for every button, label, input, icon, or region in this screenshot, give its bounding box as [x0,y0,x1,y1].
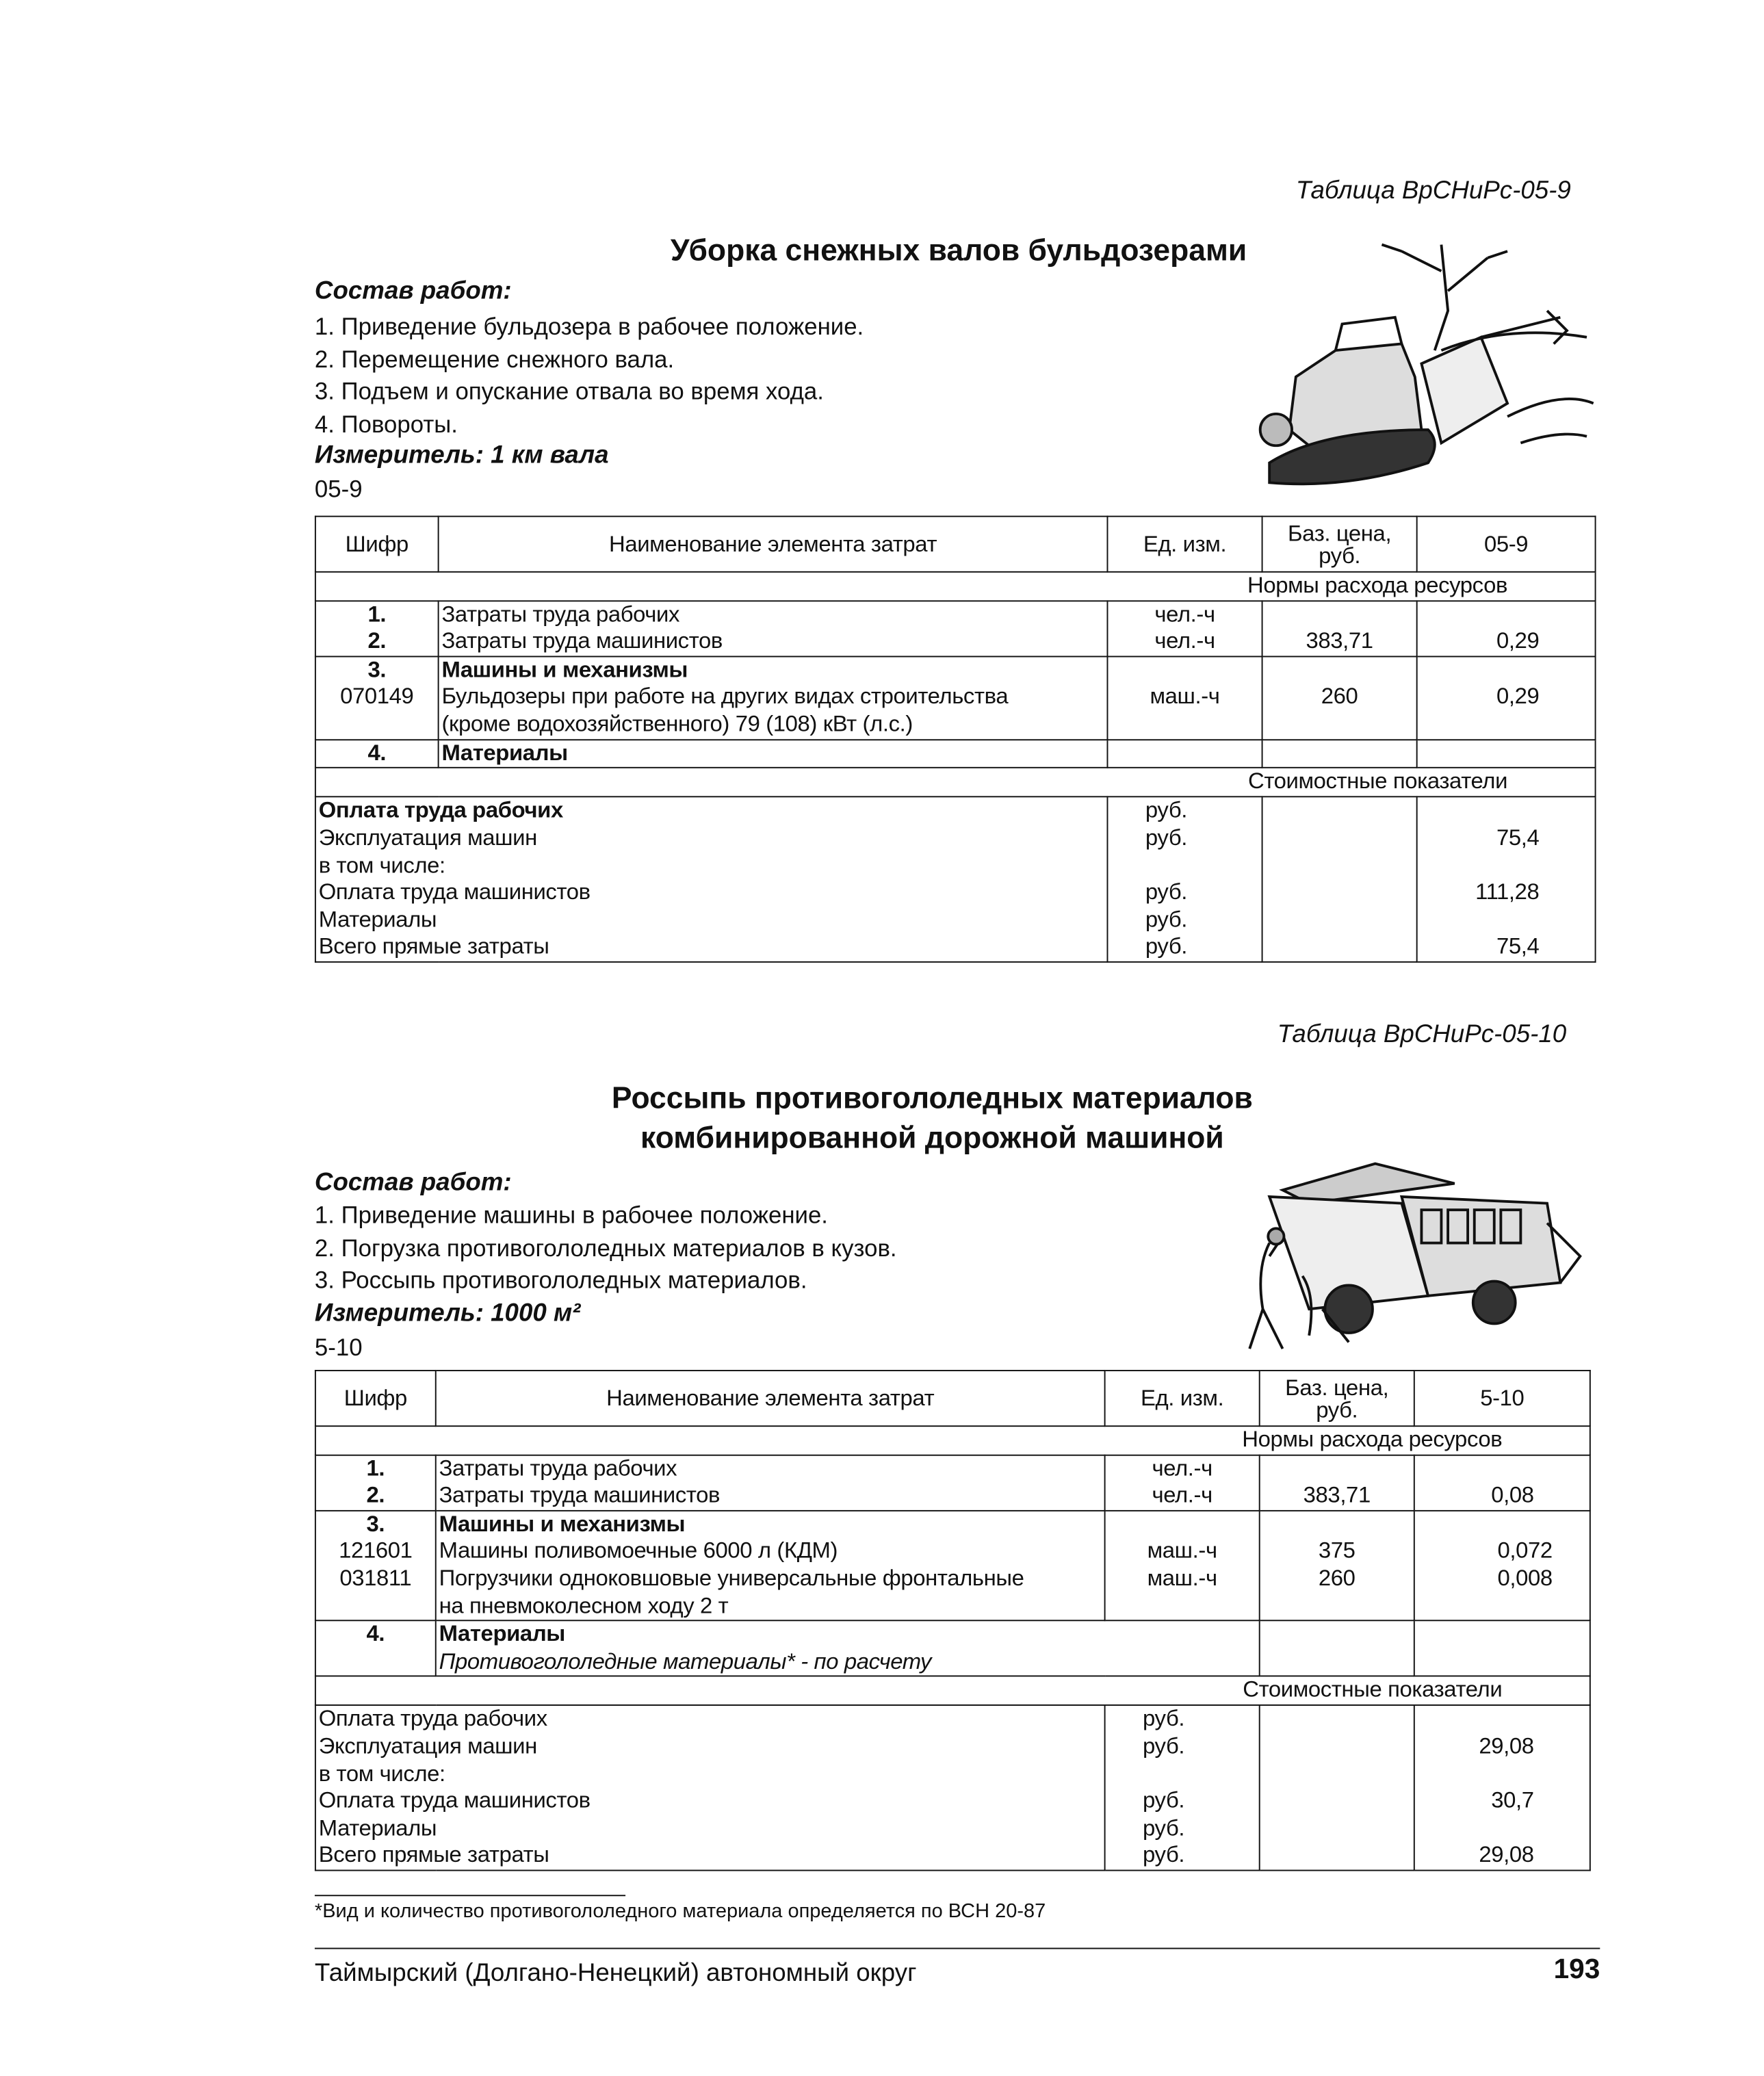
row-price: 260 [1318,1566,1356,1591]
row-num: 1. [367,601,387,627]
row-num: 031811 [339,1566,412,1591]
cost-name: в том числе: [318,852,445,878]
table-row [315,1510,1590,1620]
table-ref: Таблица ВрСНиРс-05-10 [1277,1020,1567,1049]
cost-name: Материалы [318,907,437,932]
work-item: 1. Приведение бульдозера в рабочее положение. [314,313,864,340]
row-price: 375 [1318,1538,1356,1564]
works-list [315,311,864,440]
cost-rows [315,797,1596,963]
footnote: *Вид и количество противогололедного материала определяется по ВСН 20-87 [314,1900,1046,1923]
row-unit: маш.-ч [1147,1566,1217,1591]
cost-rows [315,1706,1590,1871]
row-name: на пневмоколесном ходу 2 т [439,1592,729,1618]
row-num: 4. [315,1621,436,1677]
cost-value: 111,28 [1475,879,1540,905]
row-name: Материалы [439,1621,565,1647]
table-ref: Таблица ВрСНиРс-05-9 [1295,177,1571,205]
cost-unit [1108,1761,1219,1788]
measure: Измеритель: 1 км вала [314,441,609,470]
row-price: 383,71 [1303,1482,1371,1508]
cost-name: Оплата труда машинистов [318,879,591,905]
section-title: Уборка снежных валов бульдозерами [670,233,1247,268]
footer-region: Таймырский (Долгано-Ненецкий) автономный округ [314,1959,917,1988]
row-name: Затраты труда машинистов [441,628,723,654]
title-line: Россыпь противогололедных материалов [611,1080,1253,1115]
header-unit: Ед. изм. [1105,1371,1260,1426]
header-price: Баз. цена, руб. [1262,517,1417,572]
row-name: (кроме водохозяйственного) 79 (108) кВт (л.с.) [441,711,913,737]
row-price: 260 [1321,684,1358,710]
cost-name: Эксплуатация машин [318,825,537,851]
cost-value: 75,4 [1496,934,1540,959]
row-num: 4. [315,740,439,768]
row-price: 383,71 [1306,628,1373,654]
row-num: 3. [366,1511,385,1537]
cost-section: Стоимостные показатели [315,1676,1590,1706]
works-label: Состав работ: [314,277,512,306]
row-unit: чел.-ч [1152,1482,1212,1508]
cost-unit: руб. [1143,1815,1185,1841]
table-row [315,1621,1590,1677]
header-unit: Ед. изм. [1107,517,1262,572]
footnote-divider [315,1895,625,1896]
work-item: 4. Повороты. [314,411,458,437]
table-row [315,656,1596,740]
row-unit: чел.-ч [1154,628,1215,654]
cost-unit: руб. [1143,1733,1185,1759]
header-column: 05-9 [1417,517,1596,572]
cost-unit: руб. [1143,1842,1185,1868]
table-row [315,740,1596,768]
row-num: 070149 [340,684,414,710]
cost-name: Эксплуатация машин [318,1733,537,1759]
cost-name: Оплата труда рабочих [318,1706,547,1732]
norms-table-5-10 [315,1370,1591,1871]
cost-unit: руб. [1145,798,1188,823]
row-name: Бульдозеры при работе на других видах строительства [441,684,1009,710]
cost-unit: руб. [1145,907,1188,932]
row-name: Машины поливомоечные 6000 л (КДМ) [439,1538,838,1564]
work-item: 3. Россыпь противогололедных материалов. [314,1267,807,1293]
row-num: 1. [366,1455,385,1481]
cost-unit: руб. [1145,934,1188,959]
header-code: Шифр [315,1371,436,1426]
header-row [315,517,1596,572]
header-row [315,1371,1590,1426]
row-unit: маш.-ч [1150,684,1220,710]
row-num: 3. [367,657,387,682]
page-number: 193 [1553,1954,1600,1985]
header-code: Шифр [315,517,439,572]
cost-value: 30,7 [1491,1787,1534,1813]
row-value: 0,08 [1491,1482,1534,1508]
measure: Измеритель: 1000 м² [314,1299,581,1328]
work-item: 3. Подъем и опускание отвала во время хода. [314,378,824,405]
work-item: 2. Перемещение снежного вала. [314,346,675,372]
header-price: Баз. цена, руб. [1260,1371,1414,1426]
cost-value: 29,08 [1479,1733,1534,1759]
cost-unit: руб. [1145,879,1188,905]
header-name: Наименование элемента затрат [436,1371,1105,1426]
cost-name: в том числе: [318,1761,445,1786]
cost-name: Материалы [318,1815,437,1841]
section-title [502,1078,1362,1157]
cost-value: 29,08 [1479,1842,1534,1868]
header-name: Наименование элемента затрат [439,517,1108,572]
row-name: Машины и механизмы [441,657,688,682]
cost-unit: руб. [1143,1706,1185,1732]
title-line: комбинированной дорожной машиной [640,1119,1224,1155]
row-value: 0,008 [1497,1566,1553,1591]
cost-name: Всего прямые затраты [318,1842,549,1868]
row-value: 0,072 [1497,1538,1553,1564]
cost-unit [1111,853,1221,880]
cost-name: Оплата труда рабочих [318,798,563,823]
row-unit: чел.-ч [1152,1455,1212,1481]
road-machine-illustration [1230,1150,1593,1355]
norms-section: Нормы расхода ресурсов [315,572,1596,601]
row-name: Затраты труда машинистов [439,1482,721,1508]
row-num: 2. [366,1482,385,1508]
header-column: 5-10 [1414,1371,1590,1426]
row-value: 0,29 [1496,684,1540,710]
footer-divider [315,1948,1600,1949]
row-name: Затраты труда рабочих [441,601,680,627]
row-num: 121601 [339,1538,413,1564]
code-label: 5-10 [314,1334,363,1361]
cost-section: Стоимостные показатели [315,768,1596,798]
row-value: 0,29 [1496,628,1540,654]
cost-name: Всего прямые затраты [318,934,549,959]
norms-section: Нормы расхода ресурсов [315,1426,1590,1455]
work-item: 2. Погрузка противогололедных материалов в кузов. [314,1234,897,1261]
bulldozer-illustration [1243,231,1600,509]
code-label: 05-9 [314,476,363,503]
cost-value: 75,4 [1496,825,1540,851]
row-name: Противогололедные материалы* - по расчету [439,1648,932,1674]
norms-table-05-9 [315,516,1596,963]
cost-name: Оплата труда машинистов [318,1787,591,1813]
row-unit: чел.-ч [1154,601,1215,627]
row-name: Затраты труда рабочих [439,1455,677,1481]
cost-unit: руб. [1145,825,1188,851]
row-unit: маш.-ч [1147,1538,1217,1564]
row-name: Материалы [439,740,1108,768]
row-name: Машины и механизмы [439,1511,686,1537]
work-item: 1. Приведение машины в рабочее положение. [314,1202,828,1229]
cost-unit: руб. [1143,1787,1185,1813]
row-name: Погрузчики одноковшовые универсальные фронтальные [439,1566,1024,1591]
table-row [315,1455,1590,1511]
works-label: Состав работ: [314,1169,512,1197]
works-list [315,1199,897,1297]
table-row [315,601,1596,657]
row-num: 2. [367,628,387,654]
